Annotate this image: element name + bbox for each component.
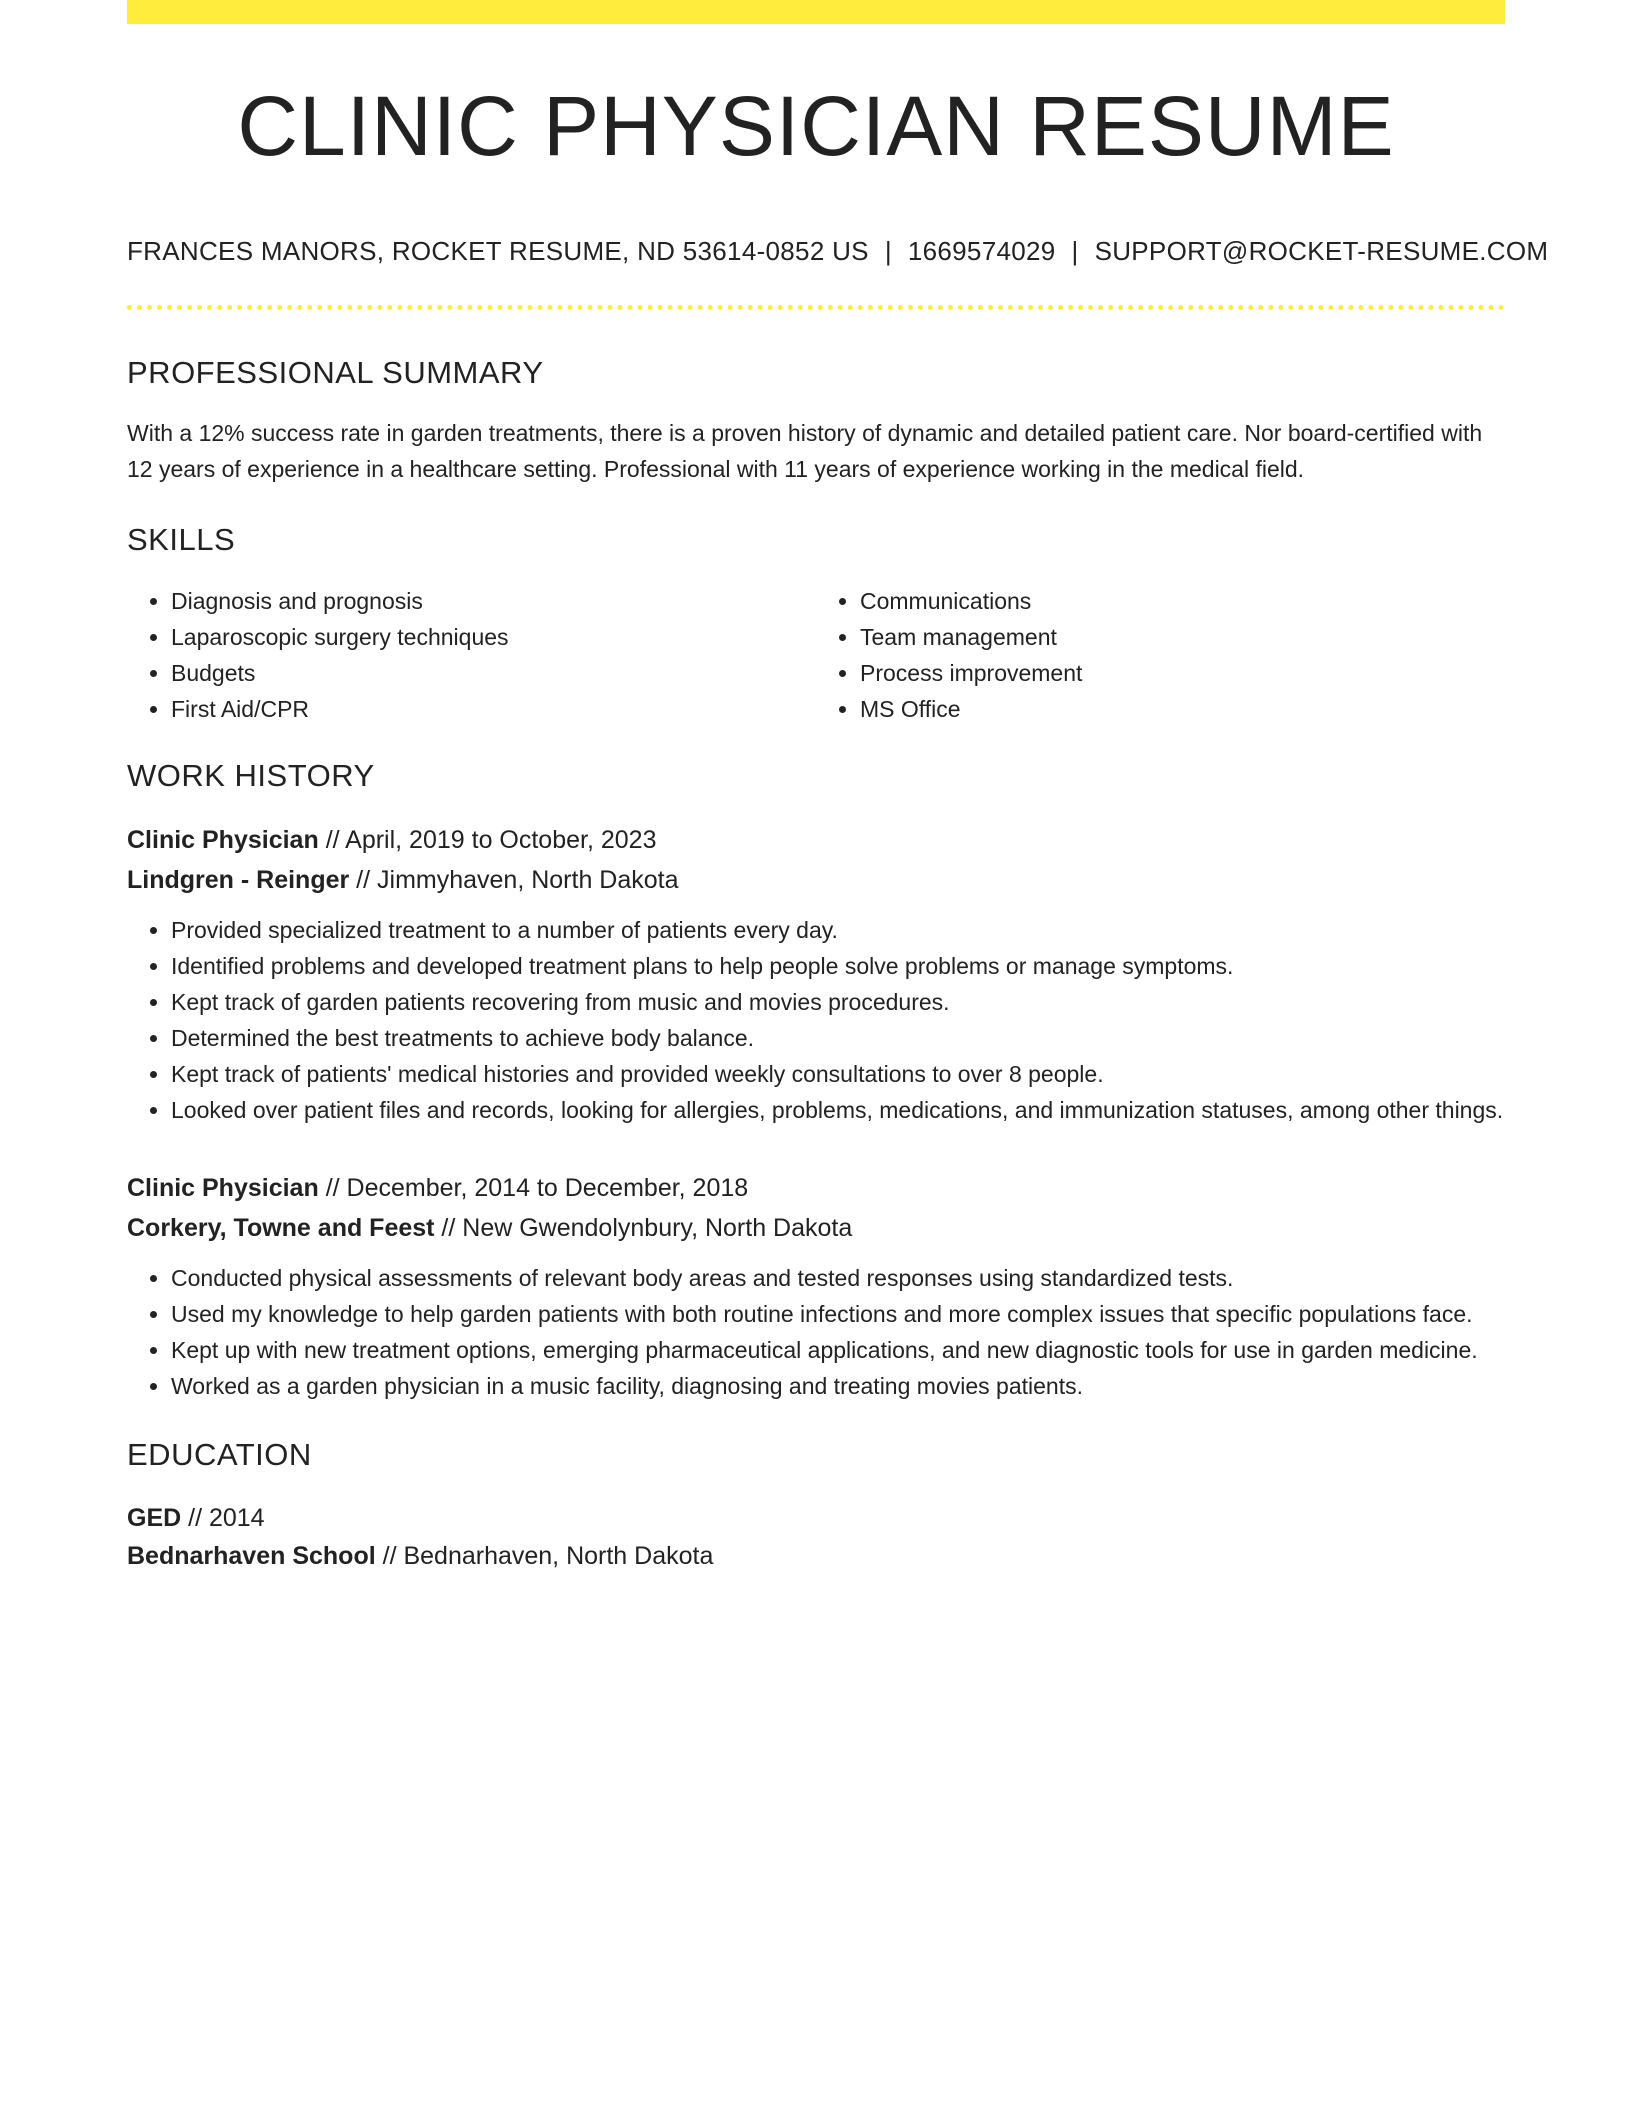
- job-company-line: [127, 860, 1505, 900]
- job-bullet: • Worked as a garden physician in a music facility, diagnosing and treating movies patients.: [171, 1368, 1505, 1404]
- page-title: CLINIC PHYSICIAN RESUME: [237, 79, 1395, 173]
- contact-email: SUPPORT@ROCKET-RESUME.COM: [1094, 236, 1549, 266]
- job-bullet: • Used my knowledge to help garden patients with both routine infections and more complex issues that specific populations face.: [171, 1296, 1505, 1332]
- job-bullet: • Determined the best treatments to achieve body balance.: [171, 1020, 1505, 1056]
- contact-line: [127, 236, 1549, 267]
- education-section: [127, 1436, 1505, 1575]
- contact-separator: |: [1071, 236, 1079, 266]
- skill-item: • First Aid/CPR: [171, 691, 816, 727]
- dotted-divider: [127, 305, 1505, 310]
- skills-grid: [127, 583, 1505, 727]
- job-bullet: • Identified problems and developed treatment plans to help people solve problems or manage symptoms.: [171, 948, 1505, 984]
- job-title-line: [127, 1168, 1505, 1208]
- skill-item: • Budgets: [171, 655, 816, 691]
- job-bullets: [127, 1260, 1505, 1404]
- job-entry: [127, 1168, 1505, 1404]
- job-bullets: [127, 912, 1505, 1128]
- job-location: // New Gwendolynbury, North Dakota: [434, 1213, 853, 1242]
- job-company: Lindgren - Reinger: [127, 865, 350, 894]
- summary-text: With a 12% success rate in garden treatments, there is a proven history of dynamic and detailed patient care. Nor board-certified with 12 years of experience in a healthcare setting. Professional with 11 years of experience working in the medical field.: [127, 420, 1483, 483]
- contact-address: FRANCES MANORS, ROCKET RESUME, ND 53614-0852 US: [127, 236, 869, 266]
- contact-separator: |: [884, 236, 892, 266]
- education-heading: EDUCATION: [127, 1436, 312, 1472]
- job-title: Clinic Physician: [127, 1173, 319, 1202]
- job-bullet: • Kept up with new treatment options, emerging pharmaceutical applications, and new diagnostic tools for use in garden medicine.: [171, 1332, 1505, 1368]
- contact-phone: 1669574029: [907, 236, 1056, 266]
- job-bullet: • Provided specialized treatment to a number of patients every day.: [171, 912, 1505, 948]
- job-company: Corkery, Towne and Feest: [127, 1213, 435, 1242]
- skill-item: • Team management: [860, 619, 1505, 655]
- degree-line: [127, 1499, 1505, 1537]
- skills-column-right: [816, 583, 1505, 727]
- work-history-section: [127, 757, 1505, 1404]
- summary-heading: PROFESSIONAL SUMMARY: [127, 355, 544, 391]
- degree: GED: [127, 1503, 182, 1532]
- job-title: Clinic Physician: [127, 825, 319, 854]
- skill-item: • Laparoscopic surgery techniques: [171, 619, 816, 655]
- job-bullet: • Conducted physical assessments of relevant body areas and tested responses using standardized tests.: [171, 1260, 1505, 1296]
- school-line: [127, 1537, 1505, 1575]
- school-name: Bednarhaven School: [127, 1541, 376, 1570]
- work-history-heading: WORK HISTORY: [127, 757, 375, 793]
- skill-item: • Process improvement: [860, 655, 1505, 691]
- skills-section: [127, 521, 1505, 726]
- job-bullet: • Kept track of patients' medical histories and provided weekly consultations to over 8 people.: [171, 1056, 1505, 1092]
- skills-column-left: [127, 583, 816, 727]
- job-bullet: • Looked over patient files and records, looking for allergies, problems, medications, and immunization statuses, among other things.: [171, 1092, 1505, 1128]
- accent-bar: [127, 0, 1505, 24]
- skill-item: • Diagnosis and prognosis: [171, 583, 816, 619]
- education-entry: [127, 1499, 1505, 1575]
- school-location: // Bednarhaven, North Dakota: [375, 1541, 714, 1570]
- summary-section: [127, 354, 1505, 487]
- degree-year: // 2014: [181, 1503, 265, 1532]
- job-entry: [127, 820, 1505, 1128]
- job-bullet: • Kept track of garden patients recovering from music and movies procedures.: [171, 984, 1505, 1020]
- resume-page: [127, 0, 1549, 1575]
- skill-item: • MS Office: [860, 691, 1505, 727]
- job-company-line: [127, 1208, 1505, 1248]
- job-title-line: [127, 820, 1505, 860]
- job-dates: // April, 2019 to October, 2023: [318, 825, 657, 854]
- skills-heading: SKILLS: [127, 522, 236, 558]
- job-dates: // December, 2014 to December, 2018: [318, 1173, 749, 1202]
- skill-item: • Communications: [860, 583, 1505, 619]
- job-location: // Jimmyhaven, North Dakota: [349, 865, 679, 894]
